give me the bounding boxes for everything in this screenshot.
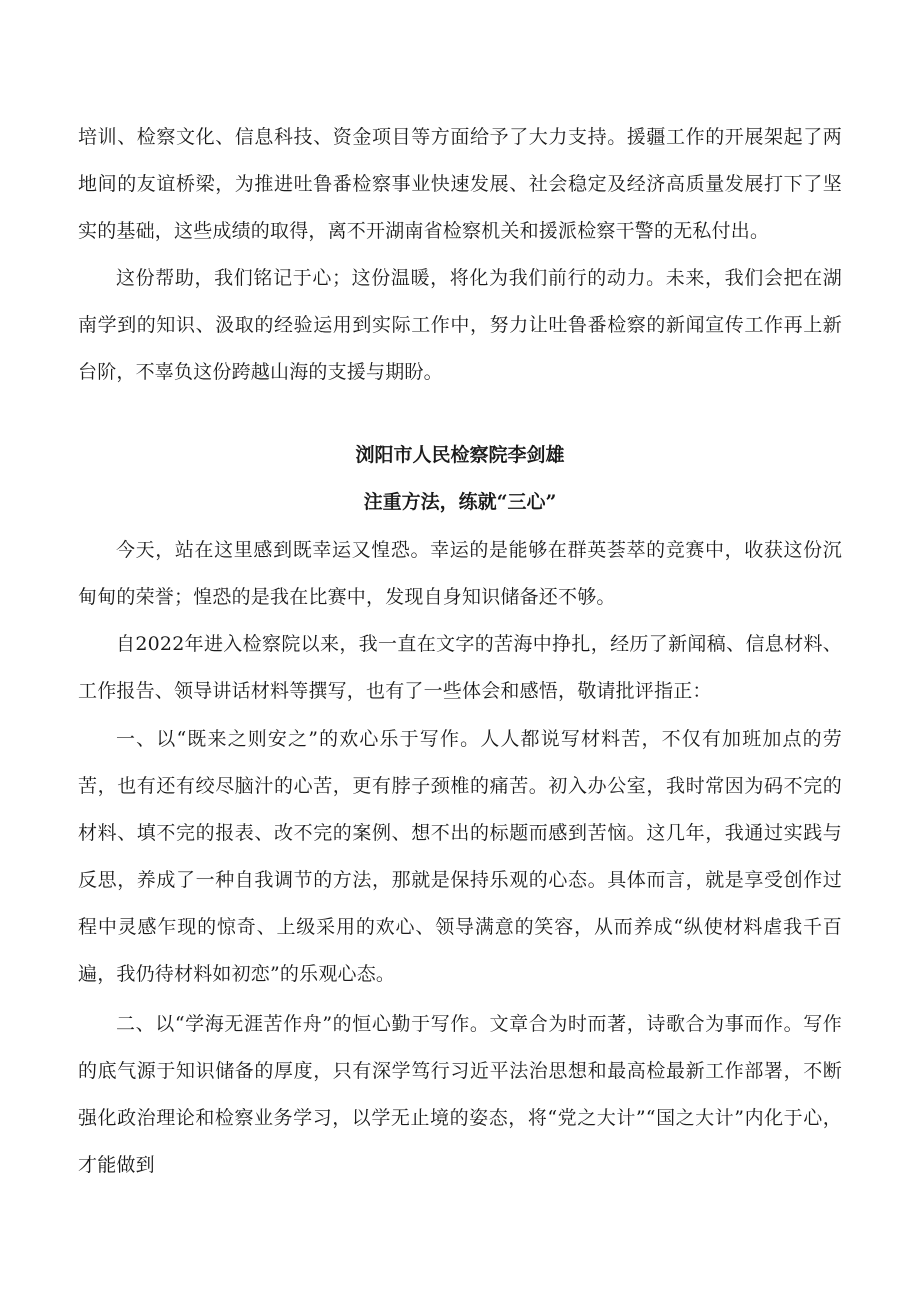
paragraph-point-two: 二、以“学海无涯苦作舟”的恒心勤于写作。文章合为时而著，诗歌合为事而作。写作的底气源于知识储备的厚度，只有深学笃行习近平法治思想和最高检最新工作部署，不断强化政治理论和检察业务学习，以学无止境的姿态，将“党之大计”“国之大计”内化于心，才能做到 [78,1013,842,1176]
paragraph-support-continued: 培训、检察文化、信息科技、资金项目等方面给予了大力支持。援疆工作的开展架起了两地间的友谊桥梁，为推进吐鲁番检察事业快速发展、社会稳定及经济高质量发展打下了坚实的基础，这些成绩的取得，离不开湖南省检察机关和援派检察干警的无私付出。 [78,126,842,242]
article-title: 注重方法，练就“三心” [363,491,557,513]
paragraph-gratitude: 这份帮助，我们铭记于心；这份温暖，将化为我们前行的动力。未来，我们会把在湖南学到的知识、汲取的经验运用到实际工作中，努力让吐鲁番检察的新闻宣传工作再上新台阶，不辜负这份跨越山海的支援与期盼。 [78,267,842,383]
paragraph-background: 自2022年进入检察院以来，我一直在文字的苦海中挣扎，经历了新闻稿、信息材料、工作报告、领导讲话材料等撰写，也有了一些体会和感悟，敬请批评指正： [78,633,842,702]
author-heading: 浏阳市人民检察院李剑雄 [355,444,565,466]
paragraph-intro: 今天，站在这里感到既幸运又惶恐。幸运的是能够在群英荟萃的竞赛中，收获这份沉甸甸的荣誉；惶恐的是我在比赛中，发现自身知识储备还不够。 [78,539,842,608]
paragraph-point-one: 一、以“既来之则安之”的欢心乐于写作。人人都说写材料苦，不仅有加班加点的劳苦，也有还有绞尽脑汁的心苦，更有脖子颈椎的痛苦。初入办公室，我时常因为码不完的材料、填不完的报表、改不完的案例、想不出的标题而感到苦恼。这几年，我通过实践与反思，养成了一种自我调节的方法，那就是保持乐观的心态。具体而言，就是享受创作过程中灵感乍现的惊奇、上级采用的欢心、领导满意的笑容，从而养成“纵使材料虐我千百遍，我仍待材料如初恋”的乐观心态。 [78,728,842,985]
